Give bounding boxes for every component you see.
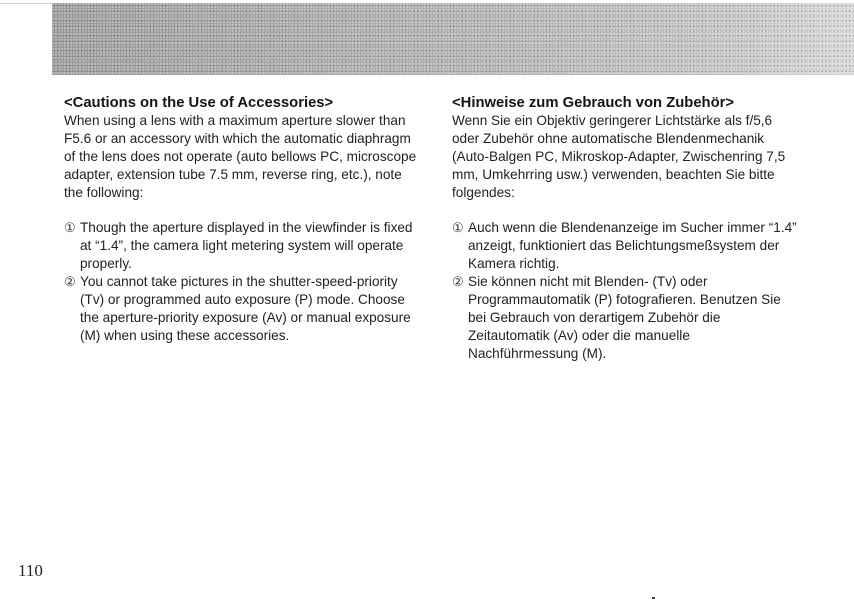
header-band [52, 3, 854, 75]
english-heading: <Cautions on the Use of Accessories> [64, 95, 334, 111]
list-item [452, 273, 802, 363]
german-heading: <Hinweise zum Gebrauch von Zubehör> [452, 95, 735, 111]
page-number: 110 [18, 561, 43, 580]
list-item [64, 273, 424, 345]
item-marker: ② [452, 274, 464, 289]
german-list [452, 219, 802, 363]
list-item [64, 219, 424, 273]
item-marker: ① [64, 220, 76, 235]
item-marker: ① [452, 220, 464, 235]
item-marker: ② [64, 274, 76, 289]
item-text: Though the aperture displayed in the viewfinder is fixed at “1.4”, the camera light metering system will operate properly. [80, 220, 413, 271]
scan-speck [652, 597, 655, 599]
german-intro: Wenn Sie ein Objektiv geringerer Lichtstärke als f/5,6 oder Zubehör ohne automatische Blendenmechanik (Auto-Balgen PC, Mikroskop-Adapter, Zwischenring 7,5 mm, Umkehrring usw.) verwenden, beachten Sie bitte folgendes: [452, 113, 786, 200]
english-column [64, 94, 424, 345]
english-intro: When using a lens with a maximum aperture slower than F5.6 or an accessory with which the automatic diaphragm of the lens does not operate (auto bellows PC, microscope adapter, extension tube 7.5 mm, reverse ring, etc.), note the following: [64, 113, 417, 200]
list-item [452, 219, 802, 273]
english-list [64, 219, 424, 345]
german-column [452, 94, 802, 363]
item-text: You cannot take pictures in the shutter-speed-priority (Tv) or programmed auto exposure (P) mode. Choose the aperture-priority exposure (Av) or manual exposure (M) when using these accessories. [80, 274, 411, 343]
item-text: Auch wenn die Blendenanzeige im Sucher immer “1.4” anzeigt, funktioniert das Belichtungsmeßsystem der Kamera richtig. [468, 220, 797, 271]
item-text: Sie können nicht mit Blenden- (Tv) oder Programmautomatik (P) fotografieren. Benutzen Sie bei Gebrauch von derartigem Zubehör die Zeitautomatik (Av) oder die manuelle Nachführmessung (M). [468, 274, 781, 361]
